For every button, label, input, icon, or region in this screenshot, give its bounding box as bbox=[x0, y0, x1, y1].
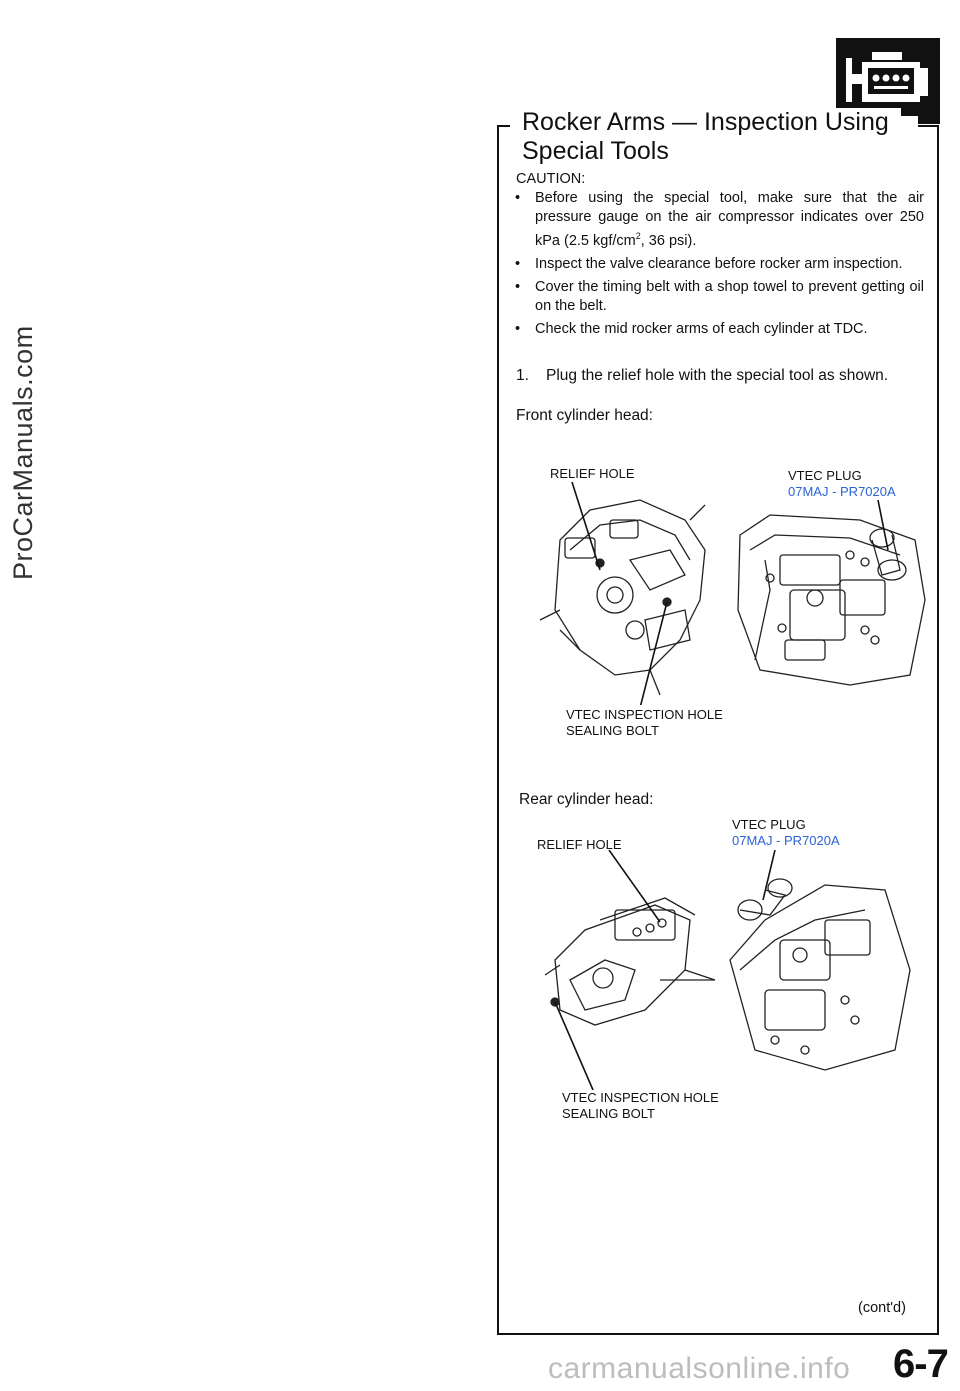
rear-relief-hole-label: RELIEF HOLE bbox=[537, 837, 622, 852]
step-1 bbox=[516, 366, 888, 385]
rear-cylinder-head-illustration bbox=[525, 850, 925, 1090]
bullet-icon: • bbox=[515, 190, 521, 206]
step-number: 1. bbox=[516, 367, 529, 384]
caution-label: CAUTION: bbox=[516, 171, 586, 187]
rear-head-label: Rear cylinder head: bbox=[519, 791, 654, 808]
rear-bolt-label-1: VTEC INSPECTION HOLE bbox=[562, 1090, 719, 1105]
caution-item bbox=[509, 255, 924, 274]
rear-bolt-label-2: SEALING BOLT bbox=[562, 1106, 655, 1121]
bullet-icon: • bbox=[515, 255, 521, 272]
section-title bbox=[510, 108, 901, 166]
caution-text: Inspect the valve clearance before rocker arm inspection. bbox=[535, 255, 903, 272]
caution-item bbox=[509, 278, 924, 316]
caution-item bbox=[509, 320, 924, 339]
rear-tool-number: 07MAJ - PR7020A bbox=[732, 833, 840, 848]
front-bolt-label-1: VTEC INSPECTION HOLE bbox=[566, 707, 723, 722]
bottom-watermark: carmanualsonline.info bbox=[548, 1352, 851, 1385]
caution-text: Cover the timing belt with a shop towel to prevent getting oil on the belt. bbox=[535, 278, 924, 314]
title-line-2: Special Tools bbox=[522, 137, 669, 165]
front-relief-hole-label: RELIEF HOLE bbox=[550, 466, 635, 481]
caution-list bbox=[509, 189, 924, 343]
continued-label: (cont'd) bbox=[858, 1300, 906, 1316]
caution-text: Check the mid rocker arms of each cylinder at TDC. bbox=[535, 320, 868, 337]
title-line-1: Rocker Arms — Inspection Using bbox=[522, 108, 889, 136]
front-head-label: Front cylinder head: bbox=[516, 407, 653, 424]
page-number: 6-7 bbox=[893, 1342, 948, 1386]
caution-text: Before using the special tool, make sure that the air pressure gauge on the air compressor indicates over 250 kPa (2.5 kgf/cm bbox=[535, 190, 924, 249]
front-bolt-label-2: SEALING BOLT bbox=[566, 723, 659, 738]
caution-text-end: , 36 psi). bbox=[640, 232, 697, 249]
rear-vtec-plug-label: VTEC PLUG bbox=[732, 817, 806, 832]
bullet-icon: • bbox=[515, 278, 521, 295]
front-tool-number: 07MAJ - PR7020A bbox=[788, 484, 896, 499]
step-text: Plug the relief hole with the special tool as shown. bbox=[546, 367, 889, 384]
title-gap bbox=[898, 116, 918, 130]
caution-item bbox=[509, 189, 924, 251]
front-cylinder-head-illustration bbox=[520, 480, 940, 705]
superscript: 2 bbox=[635, 231, 641, 241]
bullet-icon: • bbox=[515, 320, 521, 337]
front-vtec-plug-label: VTEC PLUG bbox=[788, 468, 862, 483]
side-watermark: ProCarManuals.com bbox=[8, 325, 38, 580]
